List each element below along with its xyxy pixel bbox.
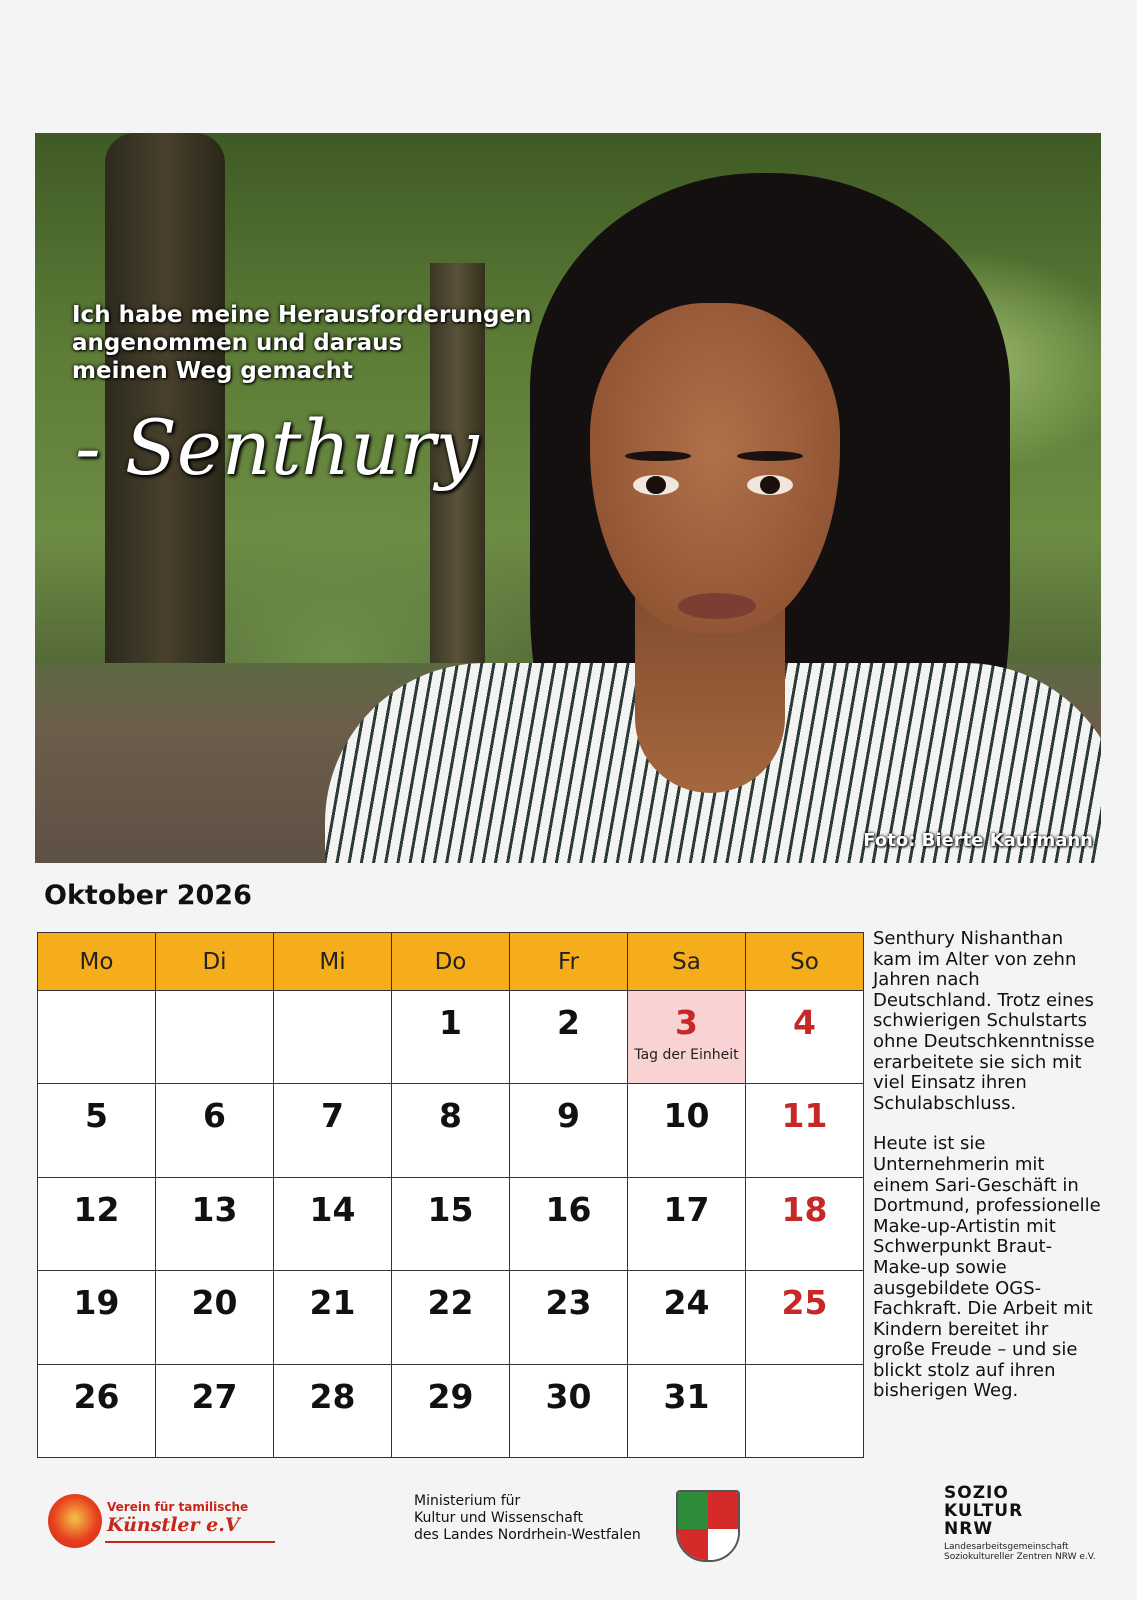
sozio-title-line: SOZIO <box>944 1483 1009 1503</box>
day-cell <box>510 991 628 1084</box>
ministry-line: des Landes Nordrhein-Westfalen <box>414 1527 641 1543</box>
weekday-header: Di <box>156 933 274 991</box>
day-cell <box>510 1084 628 1177</box>
day-number: 23 <box>545 1283 592 1323</box>
day-number: 7 <box>321 1096 344 1136</box>
day-cell-sunday <box>746 1084 864 1177</box>
mouth <box>678 593 756 619</box>
day-cell <box>38 1177 156 1270</box>
day-number: 1 <box>439 1003 462 1042</box>
quote-line: Ich habe meine Herausforderungen <box>72 302 532 328</box>
eyebrow <box>737 451 803 461</box>
day-cell <box>274 1177 392 1270</box>
eyebrow <box>625 451 691 461</box>
weekday-header: So <box>746 933 864 991</box>
day-number: 17 <box>663 1189 710 1229</box>
sozio-title-line: KULTUR <box>944 1501 1024 1521</box>
calendar-grid <box>37 932 864 1458</box>
soziokultur-logo <box>944 1484 1096 1562</box>
day-number: 10 <box>663 1096 710 1136</box>
weekday-header: Fr <box>510 933 628 991</box>
sozio-sub-line: Landesarbeitsgemeinschaft <box>944 1542 1069 1552</box>
day-cell <box>392 1177 510 1270</box>
quote-line: meinen Weg gemacht <box>72 358 353 384</box>
day-cell <box>510 1364 628 1457</box>
day-cell <box>392 991 510 1084</box>
day-cell <box>274 1084 392 1177</box>
day-number: 9 <box>557 1096 580 1136</box>
day-cell <box>156 1364 274 1457</box>
sozio-title <box>944 1484 1096 1538</box>
day-cell <box>628 1084 746 1177</box>
day-number: 30 <box>545 1376 592 1416</box>
biography <box>873 929 1103 1422</box>
day-cell-sunday <box>746 1177 864 1270</box>
day-number: 31 <box>663 1376 710 1416</box>
face <box>590 303 840 633</box>
nrw-crest-icon <box>676 1490 740 1562</box>
sozio-sub-line: Soziokultureller Zentren NRW e.V. <box>944 1552 1096 1562</box>
sozio-subtitle <box>944 1542 1096 1562</box>
day-number: 25 <box>781 1283 828 1323</box>
month-title: Oktober 2026 <box>44 880 252 911</box>
day-number: 3 <box>675 1003 698 1042</box>
photo-credit: Foto: Bierte Kaufmann <box>863 830 1093 851</box>
ministry-line: Kultur und Wissenschaft <box>414 1510 584 1526</box>
week-row <box>38 1364 864 1457</box>
day-number: 22 <box>427 1283 474 1323</box>
day-cell-sunday <box>746 1364 864 1457</box>
day-cell <box>510 1177 628 1270</box>
bio-paragraph: Senthury Nishanthan kam im Alter von zehn Jahren nach Deutschland. Trotz eines schwierigen Schulstarts ohne Deutschkenntnisse erarbeitete sie sich mit viel Einsatz ihren Schulabschluss. <box>873 928 1095 1114</box>
day-number: 4 <box>793 1003 816 1042</box>
verein-underline <box>105 1541 275 1543</box>
day-number: 27 <box>191 1376 238 1416</box>
weekday-header: Mo <box>38 933 156 991</box>
holiday-cell <box>628 991 746 1084</box>
day-number: 18 <box>781 1189 828 1229</box>
day-cell <box>274 1364 392 1457</box>
quote-text <box>72 301 592 385</box>
weekday-header: Do <box>392 933 510 991</box>
dancer-icon <box>48 1494 102 1548</box>
day-number: 15 <box>427 1189 474 1229</box>
eye <box>747 475 793 495</box>
portrait-photo <box>35 133 1101 863</box>
day-cell <box>274 1271 392 1364</box>
day-cell <box>38 1271 156 1364</box>
day-cell <box>628 1271 746 1364</box>
day-number: 12 <box>73 1189 120 1229</box>
week-row <box>38 991 864 1084</box>
day-number: 19 <box>73 1283 120 1323</box>
verein-name: Künstler e.V <box>107 1514 240 1536</box>
verein-logo <box>45 1478 249 1558</box>
signature: - Senthury <box>75 403 479 492</box>
week-row <box>38 1084 864 1177</box>
day-number: 20 <box>191 1283 238 1323</box>
sozio-title-line: NRW <box>944 1519 994 1539</box>
day-number: 21 <box>309 1283 356 1323</box>
day-cell-sunday <box>746 991 864 1084</box>
day-number: 6 <box>203 1096 226 1136</box>
day-cell <box>510 1271 628 1364</box>
ministry-line: Ministerium für <box>414 1493 521 1509</box>
weekday-header: Mi <box>274 933 392 991</box>
verein-tagline: Verein für tamilische <box>107 1500 249 1514</box>
bio-paragraph: Heute ist sie Unternehmerin mit einem Sari-Geschäft in Dortmund, professionelle Make-up-Artistin mit Schwerpunkt Braut-Make-up sowie ausgebildete OGS-Fachkraft. Die Arbeit mit Kindern bereitet ihr große Freude – und sie blickt stolz auf ihren bisherigen Weg. <box>873 1133 1101 1402</box>
eye <box>633 475 679 495</box>
day-cell-sunday <box>746 1271 864 1364</box>
day-cell <box>274 991 392 1084</box>
day-number: 11 <box>781 1096 828 1136</box>
day-cell <box>392 1271 510 1364</box>
weekday-header: Sa <box>628 933 746 991</box>
day-cell <box>156 991 274 1084</box>
day-cell <box>156 1084 274 1177</box>
day-cell <box>38 991 156 1084</box>
day-number: 8 <box>439 1096 462 1136</box>
day-cell <box>392 1364 510 1457</box>
quote-line: angenommen und daraus <box>72 330 403 356</box>
day-cell <box>392 1084 510 1177</box>
week-row <box>38 1177 864 1270</box>
weekday-header-row <box>38 933 864 991</box>
day-number: 13 <box>191 1189 238 1229</box>
day-number: 2 <box>557 1003 580 1042</box>
day-cell <box>38 1364 156 1457</box>
day-cell <box>156 1271 274 1364</box>
day-number: 28 <box>309 1376 356 1416</box>
holiday-label: Tag der Einheit <box>634 1047 739 1063</box>
day-number: 14 <box>309 1189 356 1229</box>
day-number: 24 <box>663 1283 710 1323</box>
day-number: 29 <box>427 1376 474 1416</box>
day-number: 5 <box>85 1096 108 1136</box>
day-cell <box>628 1364 746 1457</box>
day-cell <box>38 1084 156 1177</box>
day-cell <box>628 1177 746 1270</box>
week-row <box>38 1271 864 1364</box>
day-number: 26 <box>73 1376 120 1416</box>
ministry-text <box>414 1493 641 1544</box>
day-cell <box>156 1177 274 1270</box>
day-number: 16 <box>545 1189 592 1229</box>
